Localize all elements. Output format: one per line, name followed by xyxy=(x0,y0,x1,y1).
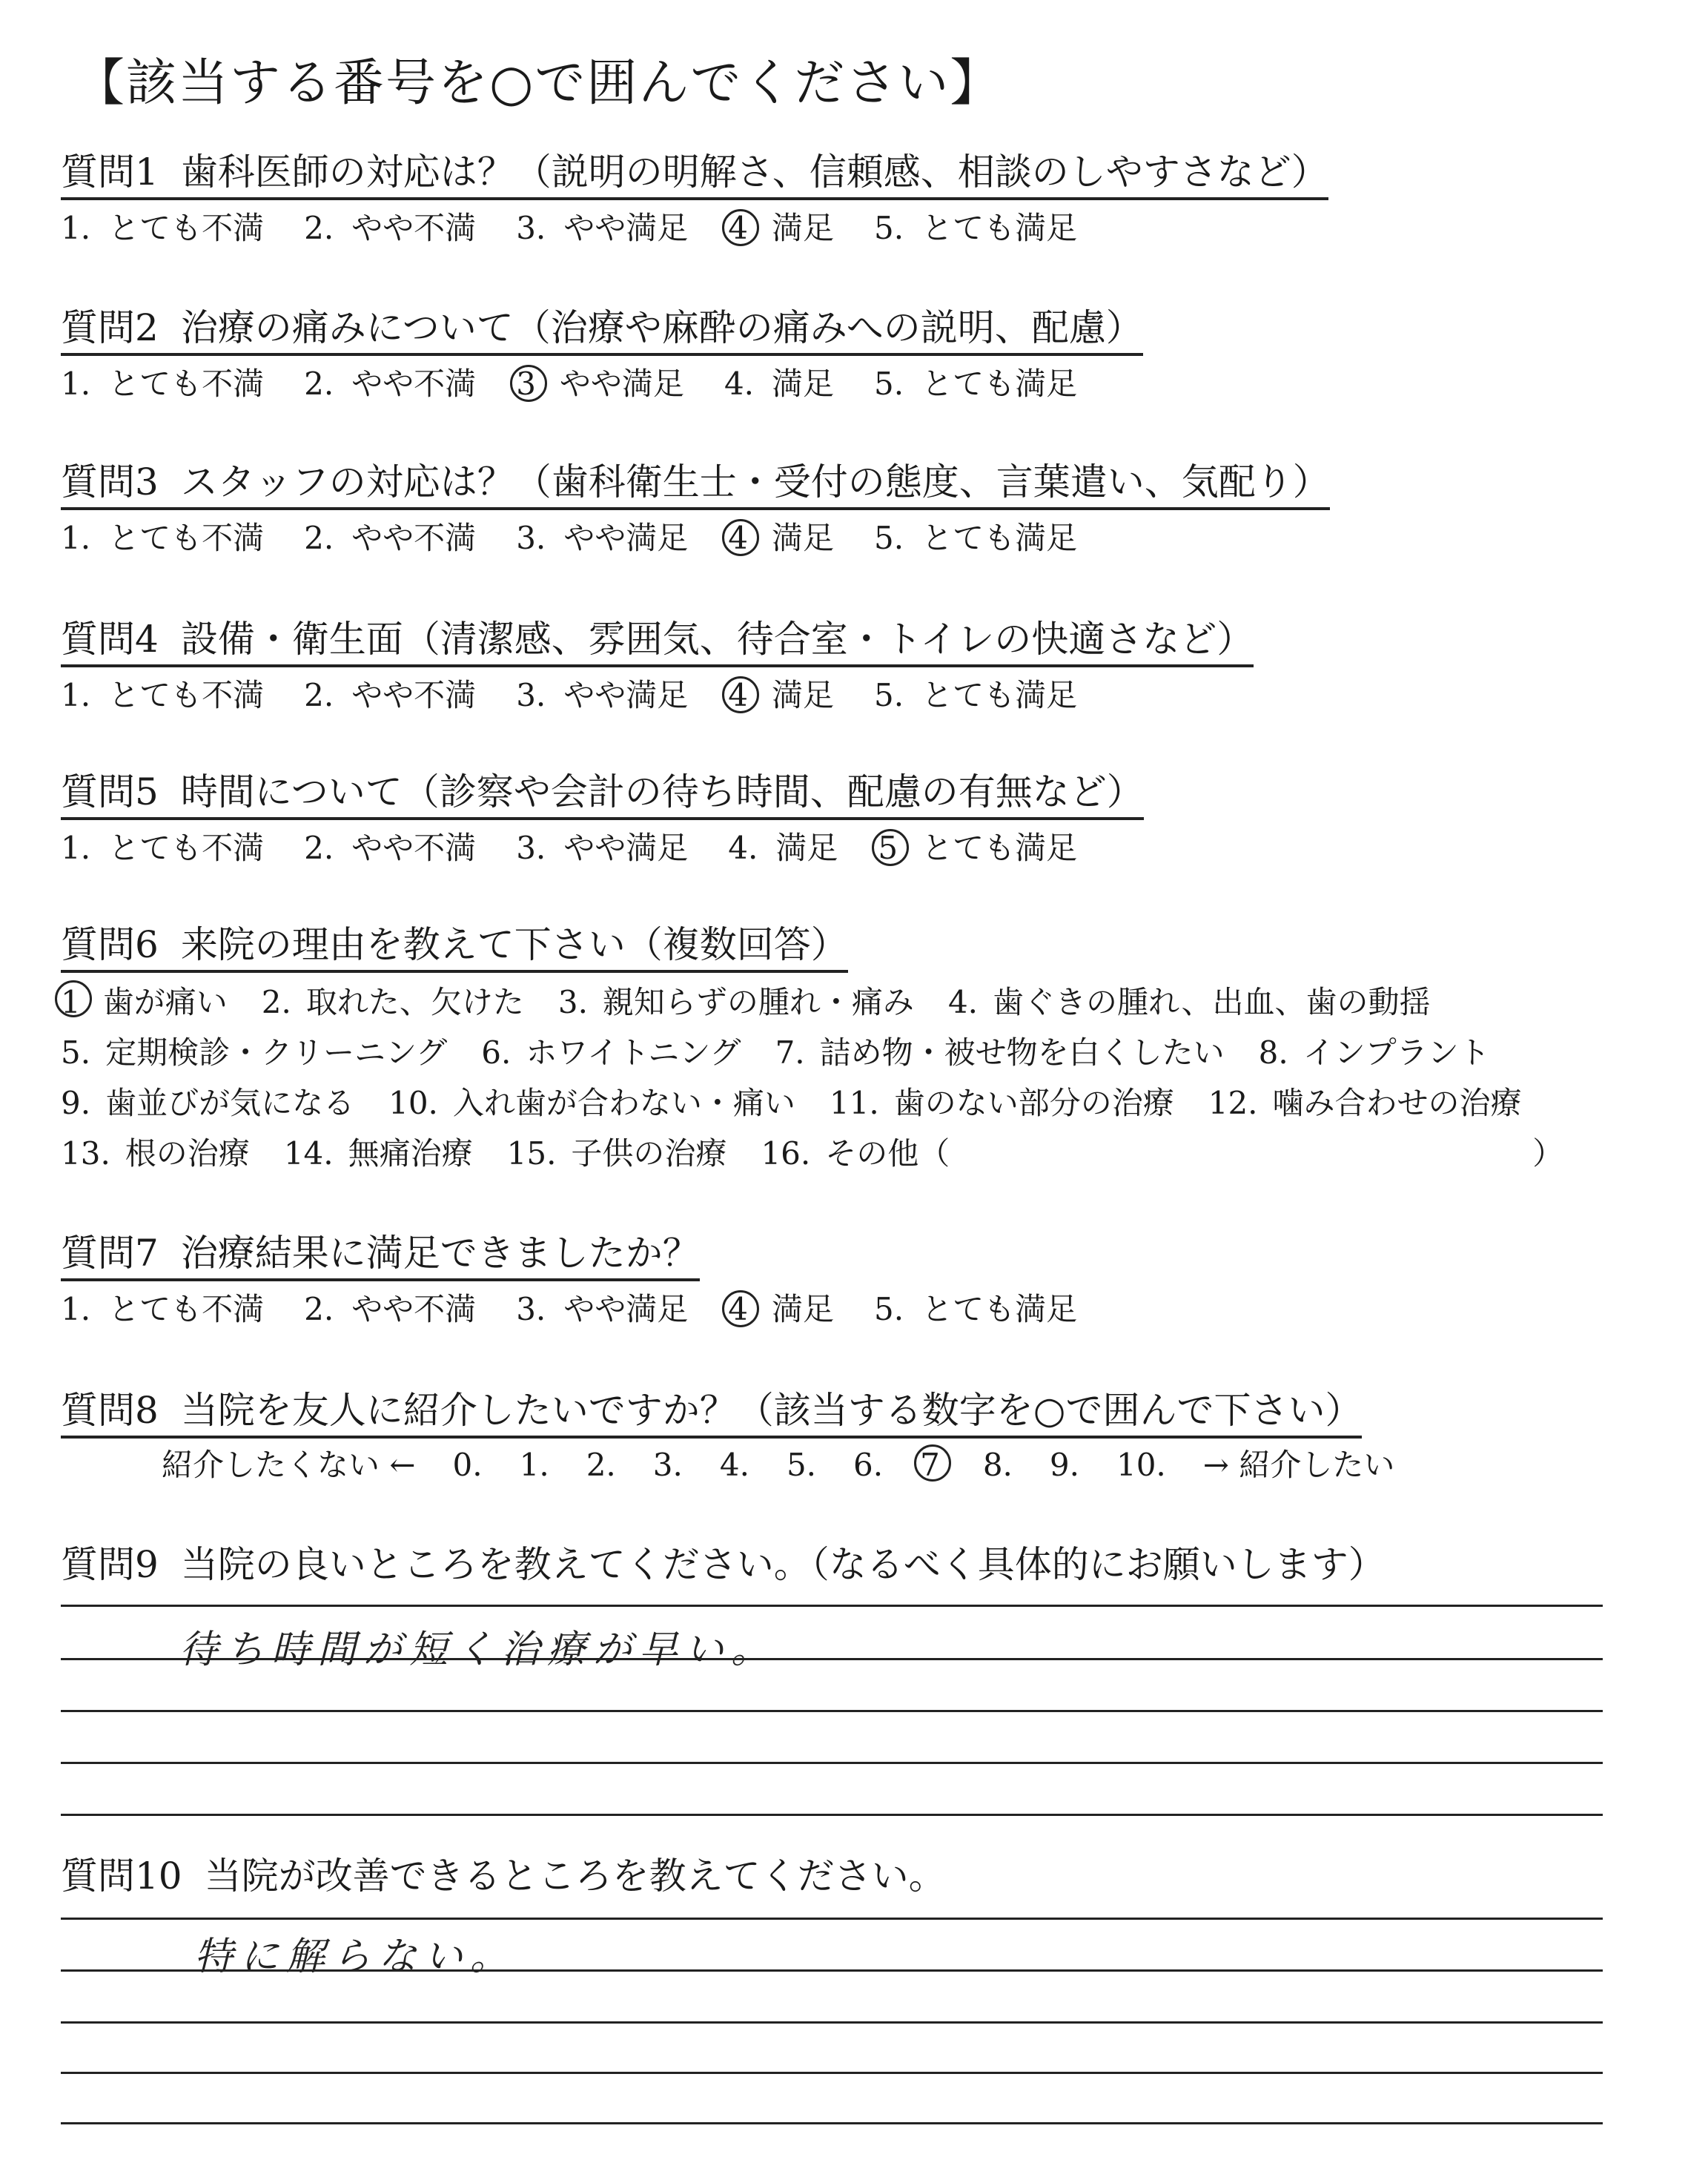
scale-value[interactable]: 3. xyxy=(652,1447,683,1483)
option[interactable]: 3. やや満足 xyxy=(516,210,689,246)
scale-value[interactable]: 8. xyxy=(982,1447,1013,1483)
instruction-header: 【該当する番号を○で囲んでください】 xyxy=(74,54,1002,113)
option-selected[interactable]: 4 満足 xyxy=(728,673,834,718)
option-selected[interactable]: 4 満足 xyxy=(728,1287,834,1332)
option-row xyxy=(61,977,1563,1028)
option-row xyxy=(61,1129,1563,1179)
other-close-paren: ） xyxy=(1532,1135,1564,1172)
option[interactable]: 14. 無痛治療 xyxy=(283,1135,473,1172)
option[interactable]: 4. 歯ぐきの腫れ、出血、歯の動揺 xyxy=(947,984,1431,1020)
question-7 xyxy=(61,1229,1117,1332)
option[interactable]: 5. とても満足 xyxy=(874,1291,1078,1327)
option[interactable]: 11. 歯のない部分の治療 xyxy=(829,1085,1174,1121)
question-8-title: 質問8 当院を友人に紹介したいですか？（該当する数字を○で囲んで下さい） xyxy=(61,1387,1362,1439)
question-10 xyxy=(61,1852,946,1901)
option[interactable]: 4. 満足 xyxy=(724,366,835,402)
question-2-title: 質問2 治療の痛みについて（治療や麻酔の痛みへの説明、配慮） xyxy=(61,304,1143,356)
scale-value[interactable]: 10. xyxy=(1116,1447,1166,1483)
question-3-options xyxy=(61,516,1330,561)
question-6-options xyxy=(61,977,1563,1179)
option[interactable]: 1. とても不満 xyxy=(61,1291,265,1327)
option-selected[interactable]: 3 やや満足 xyxy=(516,362,684,406)
option[interactable]: 2. 取れた、欠けた xyxy=(261,984,524,1020)
question-3 xyxy=(61,458,1330,561)
circled-mark: 3 xyxy=(516,362,536,406)
option-row xyxy=(61,1028,1563,1078)
option[interactable]: 1. とても不満 xyxy=(61,677,265,713)
question-5-options xyxy=(61,826,1144,871)
option-row xyxy=(61,1078,1563,1129)
option[interactable]: 3. やや満足 xyxy=(516,1291,689,1327)
question-9-title: 質問9 当院の良いところを教えてください。（なるべく具体的にお願いします） xyxy=(61,1543,1386,1586)
option[interactable]: 3. やや満足 xyxy=(516,520,689,556)
question-2 xyxy=(61,304,1143,406)
option[interactable]: 1. とても不満 xyxy=(61,830,265,866)
option[interactable]: 2. やや不満 xyxy=(304,366,477,402)
option[interactable]: 7. 詰め物・被せ物を白くしたい xyxy=(775,1034,1225,1071)
recommend-scale xyxy=(61,1441,1431,1489)
option[interactable]: 5. とても満足 xyxy=(874,520,1078,556)
ruled-line xyxy=(61,1814,1603,1816)
ruled-line xyxy=(61,2122,1603,2124)
option[interactable]: 1. とても不満 xyxy=(61,520,265,556)
scale-value[interactable]: 4. xyxy=(719,1447,749,1483)
ruled-line xyxy=(61,1710,1603,1712)
option-selected[interactable]: 1 歯が痛い xyxy=(61,977,228,1028)
option-other[interactable]: 16. その他（ xyxy=(761,1135,950,1172)
question-7-title: 質問7 治療結果に満足できましたか？ xyxy=(61,1229,700,1281)
scale-value[interactable]: 9. xyxy=(1049,1447,1079,1483)
option[interactable]: 2. やや不満 xyxy=(304,520,477,556)
handwritten-answer: 特に解らない。 xyxy=(194,1935,517,1979)
option[interactable]: 13. 根の治療 xyxy=(61,1135,250,1172)
scale-left-label: 紹介したくない ← xyxy=(162,1447,416,1483)
question-4-options xyxy=(61,673,1254,718)
scale-value[interactable]: 0. xyxy=(452,1447,483,1483)
option[interactable]: 8. インプラント xyxy=(1258,1034,1490,1071)
option[interactable]: 5. 定期検診・クリーニング xyxy=(61,1034,448,1071)
question-5 xyxy=(61,768,1144,871)
ruled-line xyxy=(61,1918,1603,1920)
option[interactable]: 4. 満足 xyxy=(728,830,838,866)
option[interactable]: 2. やや不満 xyxy=(304,210,477,246)
question-2-options xyxy=(61,362,1143,406)
circled-mark: 5 xyxy=(878,826,898,871)
scale-value[interactable]: 2. xyxy=(586,1447,616,1483)
ruled-line xyxy=(61,2021,1603,2024)
question-4-title: 質問4 設備・衛生面（清潔感、雰囲気、待合室・トイレの快適さなど） xyxy=(61,615,1254,667)
question-1-title: 質問1 歯科医師の対応は？（説明の明解さ、信頼感、相談のしやすさなど） xyxy=(61,148,1328,200)
question-8 xyxy=(61,1387,1431,1489)
option[interactable]: 5. とても満足 xyxy=(874,210,1078,246)
option[interactable]: 3. やや満足 xyxy=(516,677,689,713)
option[interactable]: 1. とても不満 xyxy=(61,366,265,402)
question-5-title: 質問5 時間について（診察や会計の待ち時間、配慮の有無など） xyxy=(61,768,1144,820)
circled-mark: 4 xyxy=(728,206,748,251)
circled-mark: 4 xyxy=(728,673,748,718)
ruled-line xyxy=(61,1762,1603,1764)
option[interactable]: 1. とても不満 xyxy=(61,210,265,246)
option[interactable]: 6. ホワイトニング xyxy=(481,1034,741,1071)
option-selected[interactable]: 5 とても満足 xyxy=(878,826,1077,871)
question-1-options xyxy=(61,206,1328,251)
question-3-title: 質問3 スタッフの対応は？（歯科衛生士・受付の態度、言葉遣い、気配り） xyxy=(61,458,1330,510)
question-6 xyxy=(61,921,1563,1179)
option-selected[interactable]: 4 満足 xyxy=(728,206,834,251)
option-selected[interactable]: 4 満足 xyxy=(728,516,834,561)
ruled-line xyxy=(61,2072,1603,2074)
option[interactable]: 2. やや不満 xyxy=(304,830,477,866)
option[interactable]: 2. やや不満 xyxy=(304,1291,477,1327)
scale-value[interactable]: 5. xyxy=(786,1447,817,1483)
scale-right-label: → 紹介したい xyxy=(1202,1447,1395,1483)
question-4 xyxy=(61,615,1254,718)
circled-mark: 4 xyxy=(728,516,748,561)
option[interactable]: 2. やや不満 xyxy=(304,677,477,713)
circled-mark: 4 xyxy=(728,1287,748,1332)
question-6-title: 質問6 来院の理由を教えて下さい（複数回答） xyxy=(61,921,848,973)
option[interactable]: 12. 噛み合わせの治療 xyxy=(1208,1085,1522,1121)
question-7-options xyxy=(61,1287,1117,1332)
ruled-line xyxy=(61,1605,1603,1607)
scale-value[interactable]: 1. xyxy=(519,1447,549,1483)
option[interactable]: 10. 入れ歯が合わない・痛い xyxy=(388,1085,795,1121)
circled-mark: 1 xyxy=(61,977,81,1028)
scale-value[interactable]: 6. xyxy=(853,1447,884,1483)
question-1 xyxy=(61,148,1328,251)
option[interactable]: 5. とても満足 xyxy=(874,677,1078,713)
option[interactable]: 9. 歯並びが気になる xyxy=(61,1085,355,1121)
option[interactable]: 15. 子供の治療 xyxy=(506,1135,727,1172)
option[interactable]: 5. とても満足 xyxy=(874,366,1078,402)
scale-value-selected[interactable]: 7 xyxy=(920,1441,940,1489)
option[interactable]: 3. やや満足 xyxy=(516,830,689,866)
question-10-title: 質問10 当院が改善できるところを教えてください。 xyxy=(61,1855,946,1898)
option[interactable]: 3. 親知らずの腫れ・痛み xyxy=(557,984,914,1020)
question-9 xyxy=(61,1541,1386,1590)
handwritten-answer: 待ち時間が短く治療が早い。 xyxy=(179,1628,778,1672)
